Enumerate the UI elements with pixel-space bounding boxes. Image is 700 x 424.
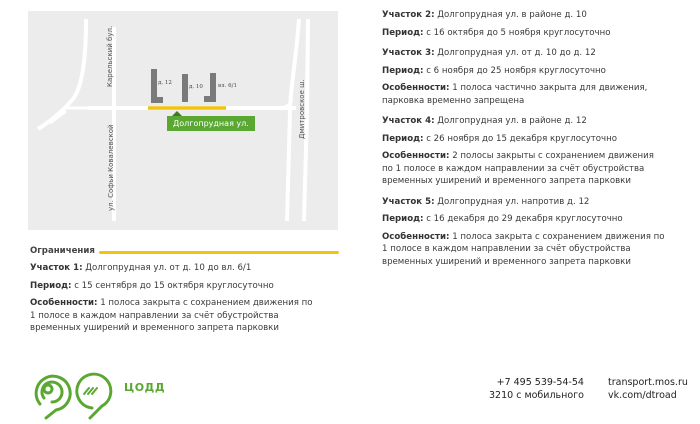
period-value: с 16 декабря до 29 декабря круглосуточно (426, 214, 623, 224)
period-value: с 16 октября до 5 ноября круглосуточно (426, 27, 611, 38)
section-place: Долгопрудная ул. в районе д. 10 (437, 10, 587, 20)
house-label-12: д. 12 (158, 80, 172, 86)
web-contacts (608, 376, 688, 402)
section-label: Участок 1: (30, 263, 83, 273)
house-label-6-1: вл. 6/1 (218, 83, 237, 89)
section-2 (382, 9, 682, 39)
restrictions-title: Ограничения (30, 246, 95, 256)
section-place: Долгопрудная ул. в районе д. 12 (437, 116, 587, 126)
codd-logo-icon (26, 364, 116, 420)
section-5 (382, 196, 682, 269)
notes-value: 2 полосы закрыты с сохранением движения по 1 полосе в каждом направлении за счёт обустройства временных уширений и временного запрета парковки (382, 151, 654, 186)
notes-label: Особенности: (30, 298, 98, 308)
mobile-number: 3210 с мобильного (489, 390, 584, 401)
section-label: Участок 5: (382, 196, 435, 207)
notes-label: Особенности: (382, 83, 450, 93)
section-place: Долгопрудная ул. от д. 10 до вл. 6/1 (85, 263, 252, 273)
section-label: Участок 2: (382, 10, 435, 20)
section-label: Участок 3: (382, 48, 435, 58)
notes-value: 1 полоса частично закрыта для движения, парковка временно запрещена (382, 83, 648, 106)
phone-contacts (489, 376, 584, 402)
section-place: Долгопрудная ул. от д. 10 до д. 12 (437, 48, 596, 58)
notes-value: 1 полоса закрыта с сохранением движения по 1 полосе в каждом направлении за счёт обустройства временных уширений и временного запрета парковки (30, 298, 313, 333)
period-label: Период: (382, 133, 424, 144)
section-label: Участок 4: (382, 116, 435, 126)
period-label: Период: (382, 214, 424, 224)
period-value: с 15 сентября до 15 октября круглосуточно (74, 280, 274, 291)
street-tag-dolgoprudnaya: Долгопрудная ул. (167, 116, 255, 131)
period-label: Период: (382, 27, 424, 38)
vk-link[interactable]: vk.com/dtroad (608, 390, 677, 401)
notes-label: Особенности: (382, 151, 450, 161)
section-3 (382, 47, 682, 107)
period-label: Период: (30, 280, 72, 291)
street-label-sofyi-kovalevskoy: ул. Софьи Ковалевской (107, 124, 115, 211)
street-label-karelsky: Карельский бул. (106, 25, 114, 87)
period-label: Период: (382, 65, 424, 76)
notes-value: 1 полоса закрыта с сохранением движения по 1 полосе в каждом направлении за счёт обустройства временных уширений и временного запрета парковки (382, 231, 665, 267)
section-1 (30, 262, 340, 340)
notes-label: Особенности: (382, 231, 450, 242)
site-link[interactable]: transport.mos.ru (608, 377, 688, 388)
section-place: Долгопрудная ул. напротив д. 12 (437, 196, 590, 207)
restrictions-divider (99, 251, 339, 254)
phone-number[interactable]: +7 495 539-54-54 (496, 377, 584, 388)
sections-right (382, 9, 682, 273)
codd-logo-text: ЦОДД (124, 381, 166, 394)
house-label-10: д. 10 (189, 84, 203, 90)
period-value: с 6 ноября до 25 ноября круглосуточно (426, 65, 606, 76)
road-closure-map (28, 11, 338, 230)
period-value: с 26 ноября до 15 декабря круглосуточно (426, 133, 618, 144)
street-label-dmitrovskoe: Дмитровское ш. (298, 79, 306, 139)
section-4 (382, 115, 682, 188)
